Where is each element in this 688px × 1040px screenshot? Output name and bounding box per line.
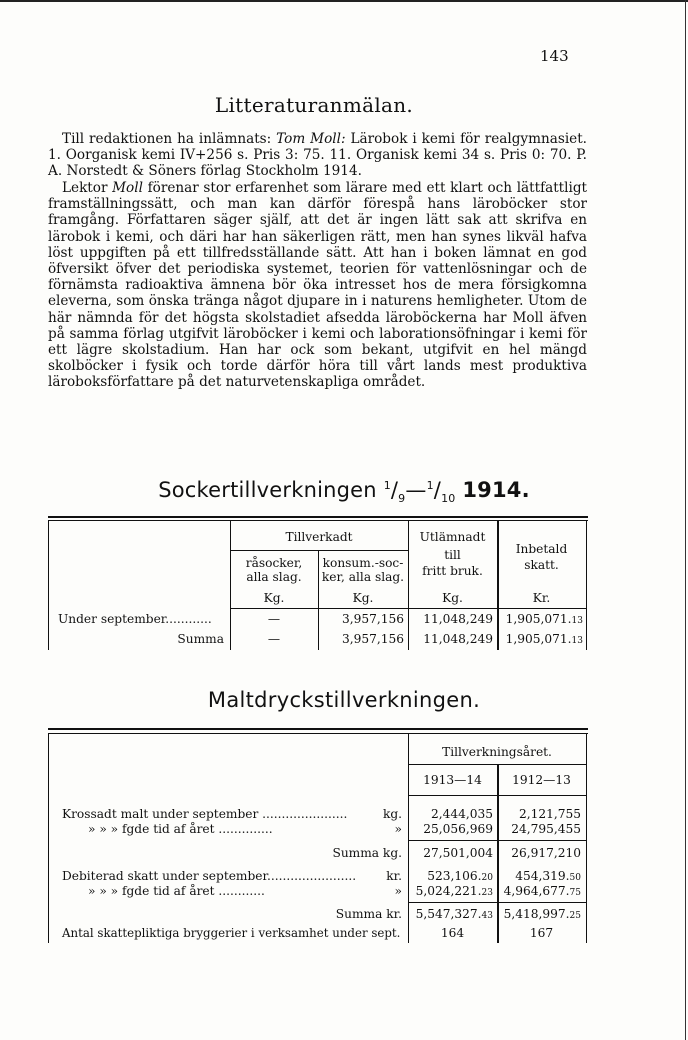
sugar-row-utlamnadt: 11,048,249 (423, 612, 493, 626)
malt-debiterad-label: Debiterad skatt under september....................... (62, 869, 357, 883)
sugar-unit-kg-3: Kg. (442, 591, 463, 605)
sugar-header-tillverkadt: Tillverkadt (285, 530, 353, 544)
literature-title: Litteraturanmälan. (214, 93, 414, 117)
malt-summa-kg-label: Summa kg. (332, 846, 402, 860)
malt-debiterad-v1 (408, 869, 493, 883)
sugar-header-alla-slag: alla slag. (246, 570, 302, 584)
malt-fgde2-v1 (408, 884, 493, 898)
sugar-unit-kr: Kr. (532, 591, 551, 605)
value-dec: 25 (569, 911, 581, 921)
malt-col-1912: 1912—13 (512, 773, 571, 787)
sugar-header-ker-alla-slag: ker, alla slag. (321, 570, 405, 584)
malt-krossadt-v1: 2,444,035 (430, 807, 493, 821)
malt-title: Maltdryckstillverkningen. (207, 688, 481, 712)
malt-fgde1-unit: » (394, 822, 402, 836)
malt-summa-kg-v2: 26,917,210 (511, 846, 581, 860)
date-b-num: 1 (426, 479, 434, 492)
date-dash: — (405, 478, 427, 502)
malt-krossadt-unit: kg. (382, 807, 402, 821)
malt-fgde1-v2: 24,795,455 (511, 822, 581, 836)
skatt-int: 1,905,071. (505, 612, 572, 626)
sugar-summa-konsum: 3,957,156 (341, 632, 404, 646)
sugar-header-utlamnadt: Utlämnadt (419, 530, 486, 544)
date-a-den: 9 (398, 492, 406, 506)
malt-summa-kr-v2 (497, 907, 581, 921)
value-int: 5,418,997. (503, 907, 570, 921)
malt-fgde2-unit: » (394, 884, 402, 898)
value-dec: 75 (569, 888, 581, 898)
p2-rest: förenar stor erfarenhet som lärare med ett klart och lättfattligt framställningssätt, och man kan därför förespå hans läroböcker stor framgång. Författaren säger själf, att det är ingen lätt sak att skrifva en lärobok i kemi, och däri har han säkerligen rätt, men han synes likväl hafva löst uppgiften på ett tillfredsställande sätt. Att han i boken lämnat en god öfversikt öfver det periodiska systemet, teorien för vattenlösningar och de förnämsta radioaktiva ämnena bör öka intresset hos de mera försigkomna eleverna, som önska tränga något djupare in i naturens hemligheter. Utom de här nämnda för det högsta skolstadiet afsedda läroböckerna har Moll äfven på samma förlag utgifvit läroböcker i kemi och laborationsöfningar i kemi för ett lägre skolstadium. Han har ock som bekant, utgifvit en hel mängd skolböcker i fysik och torde därför höra till vårt lands mest produktiva läroboksförfattare på det naturvetenskapliga området. (48, 180, 587, 391)
sugar-header-inbetald: Inbetald (515, 542, 568, 556)
date-a-num: 1 (383, 479, 391, 492)
malt-antal-v1: 164 (440, 926, 465, 940)
sugar-summa-rasocker: — (267, 632, 281, 646)
malt-krossadt-label: Krossadt malt under september ...................... (62, 807, 348, 821)
value-int: 523,106. (427, 869, 482, 883)
malt-debiterad-unit: kr. (386, 869, 402, 883)
p2-prefix: Lektor (62, 180, 113, 196)
sugar-row-rasocker: — (267, 612, 281, 626)
sugar-header-skatt: skatt. (524, 558, 559, 572)
malt-antal-v2: 167 (529, 926, 554, 940)
sugar-unit-kg-2: Kg. (352, 591, 374, 605)
sugar-date-range: $^1/_9—^1/_{10}$ (383, 478, 456, 506)
value-dec: 20 (481, 873, 493, 883)
p1-author: Tom Moll: (276, 131, 346, 147)
sugar-year: 1914. (462, 478, 530, 502)
skatt-int: 1,905,071. (505, 632, 572, 646)
malt-summa-kr-label: Summa kr. (335, 907, 402, 921)
value-dec: 23 (481, 888, 493, 898)
malt-summa-kg-v1: 27,501,004 (423, 846, 493, 860)
sugar-header-fritt-bruk: fritt bruk. (422, 564, 483, 578)
value-int: 5,547,327. (415, 907, 482, 921)
value-dec: 50 (569, 873, 581, 883)
malt-col-1913: 1913—14 (423, 773, 482, 787)
sugar-row-label: Under september............ (58, 612, 212, 626)
sugar-unit-kg-1: Kg. (263, 591, 285, 605)
p2-author: Moll (112, 180, 143, 196)
malt-antal-label: Antal skattepliktiga bryggerier i verksamhet under sept. (62, 926, 401, 940)
sugar-title-word: Sockertillverkningen (158, 478, 377, 502)
sugar-header-konsum: konsum.-soc- (322, 556, 404, 570)
sugar-header-till: till (444, 548, 461, 562)
value-int: 5,024,221. (415, 884, 482, 898)
skatt-dec: 13 (571, 636, 583, 646)
malt-krossadt-v2: 2,121,755 (518, 807, 581, 821)
sugar-header-rasocker: råsocker, (245, 556, 303, 570)
malt-fgde1-v1: 25,056,969 (423, 822, 493, 836)
sugar-summa-utlamnadt: 11,048,249 (423, 632, 493, 646)
p1-prefix: Till redaktionen ha inlämnats: (62, 131, 277, 147)
malt-fgde2-v2 (497, 884, 581, 898)
sugar-summa-label: Summa (177, 632, 224, 646)
malt-header-main: Tillverkningsåret. (442, 745, 552, 759)
page-number: 143 (540, 47, 569, 65)
value-int: 454,319. (515, 869, 570, 883)
value-int: 4,964,677. (503, 884, 570, 898)
date-b-den: 10 (441, 492, 456, 506)
malt-fgde1-label: » » » fgde tid af året .............. (88, 822, 273, 836)
malt-fgde2-label: » » » fgde tid af året ............ (88, 884, 265, 898)
malt-debiterad-v2 (497, 869, 581, 883)
skatt-dec: 13 (571, 616, 583, 626)
malt-summa-kr-v1 (408, 907, 493, 921)
value-dec: 43 (481, 911, 493, 921)
sugar-row-konsum: 3,957,156 (341, 612, 404, 626)
p1-rest: Lärobok i kemi för realgymnasiet. 1. Oorganisk kemi IV+256 s. Pris 3: 75. 11. Organisk kemi 34 s. Pris 0: 70. P. A. Norstedt & Söners förlag Stockholm 1914. (48, 131, 588, 180)
